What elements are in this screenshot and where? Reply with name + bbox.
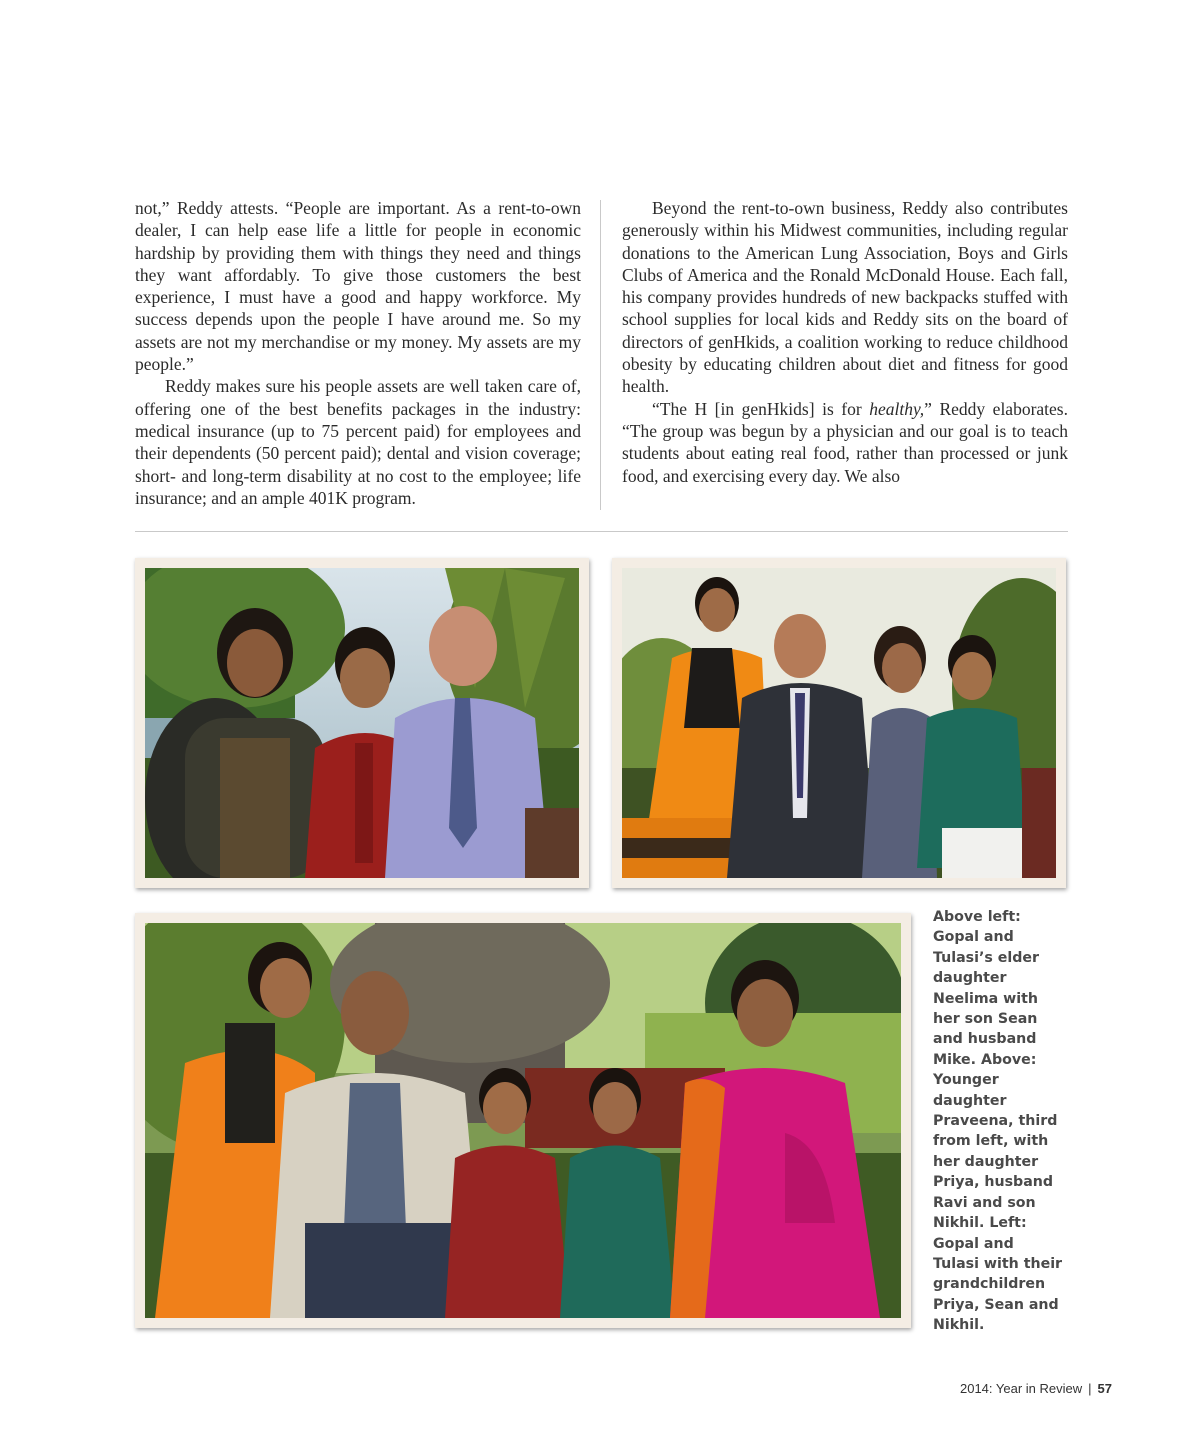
right-paragraph-1: Beyond the rent-to-own business, Reddy also contributes generously within his Midwest communities, including regular donations to the American Lung Association, Boys and Girls Clubs of America and the Ronald McDonald House. Each fall, his company provides hundreds of new backpacks stuffed with school supplies for local kids and Reddy sits on the board of directors of genHkids, a coalition working to reduce childhood obesity by educating children about diet and fitness for good health.: [622, 198, 1068, 397]
left-paragraph-2: Reddy makes sure his people assets are well taken care of, offering one of the best benefits packages in the industry: medical insurance (up to 75 percent paid) for employees and their dependents (50 percent paid); dental and vision coverage; short- and long-term disability at no cost to the employee; life insurance; and an ample 401K program.: [135, 376, 581, 508]
photo-praveena-family: [612, 558, 1066, 888]
right-column: [622, 197, 1068, 487]
left-column: [135, 197, 581, 509]
quote-emphasis: healthy,: [869, 398, 925, 419]
photo-grandparents-image: [145, 923, 901, 1318]
publication-name: 2014: Year in Review: [959, 1381, 1083, 1396]
quote-after: ” Reddy elaborates. “The group was begun by a physician and our goal is to teach students about eating real food, rather than processed or junk food, and exercising every day. We also: [622, 398, 1068, 486]
photo-caption: Above left: Gopal and Tulasi’s elder daughter Neelima with her son Sean and husband Mike. Above: Younger daughter Praveena, third from left, with her daughter Priya, husband Ravi and son Nikhil. Left: Gopal and Tulasi with their grandchildren Priya, Sean and Nikhil.: [933, 909, 1063, 1334]
photo-grandparents-grandchildren: [135, 913, 911, 1328]
photo-praveena-family-image: [622, 568, 1056, 878]
horizontal-rule: [135, 531, 1068, 532]
right-paragraph-2: [622, 398, 1068, 487]
quote-before: “The H [in genHkids] is for: [652, 398, 870, 419]
left-paragraph-1: not,” Reddy attests. “People are important. As a rent-to-own dealer, I can help ease life a little for people in economic hardship by providing them with things they need and things they want affordably. To give those customers the best experience, I must have a good and happy workforce. My success depends upon the people I have around me. So my assets are not my merchandise or my money. My assets are my people.”: [135, 198, 581, 375]
photo-neelima-family-image: [145, 568, 579, 878]
page-footer: [960, 1381, 1112, 1396]
column-divider: [600, 200, 601, 510]
page-number: 57: [1097, 1381, 1112, 1396]
footer-separator: |: [1088, 1381, 1092, 1396]
photo-neelima-family: [135, 558, 589, 888]
